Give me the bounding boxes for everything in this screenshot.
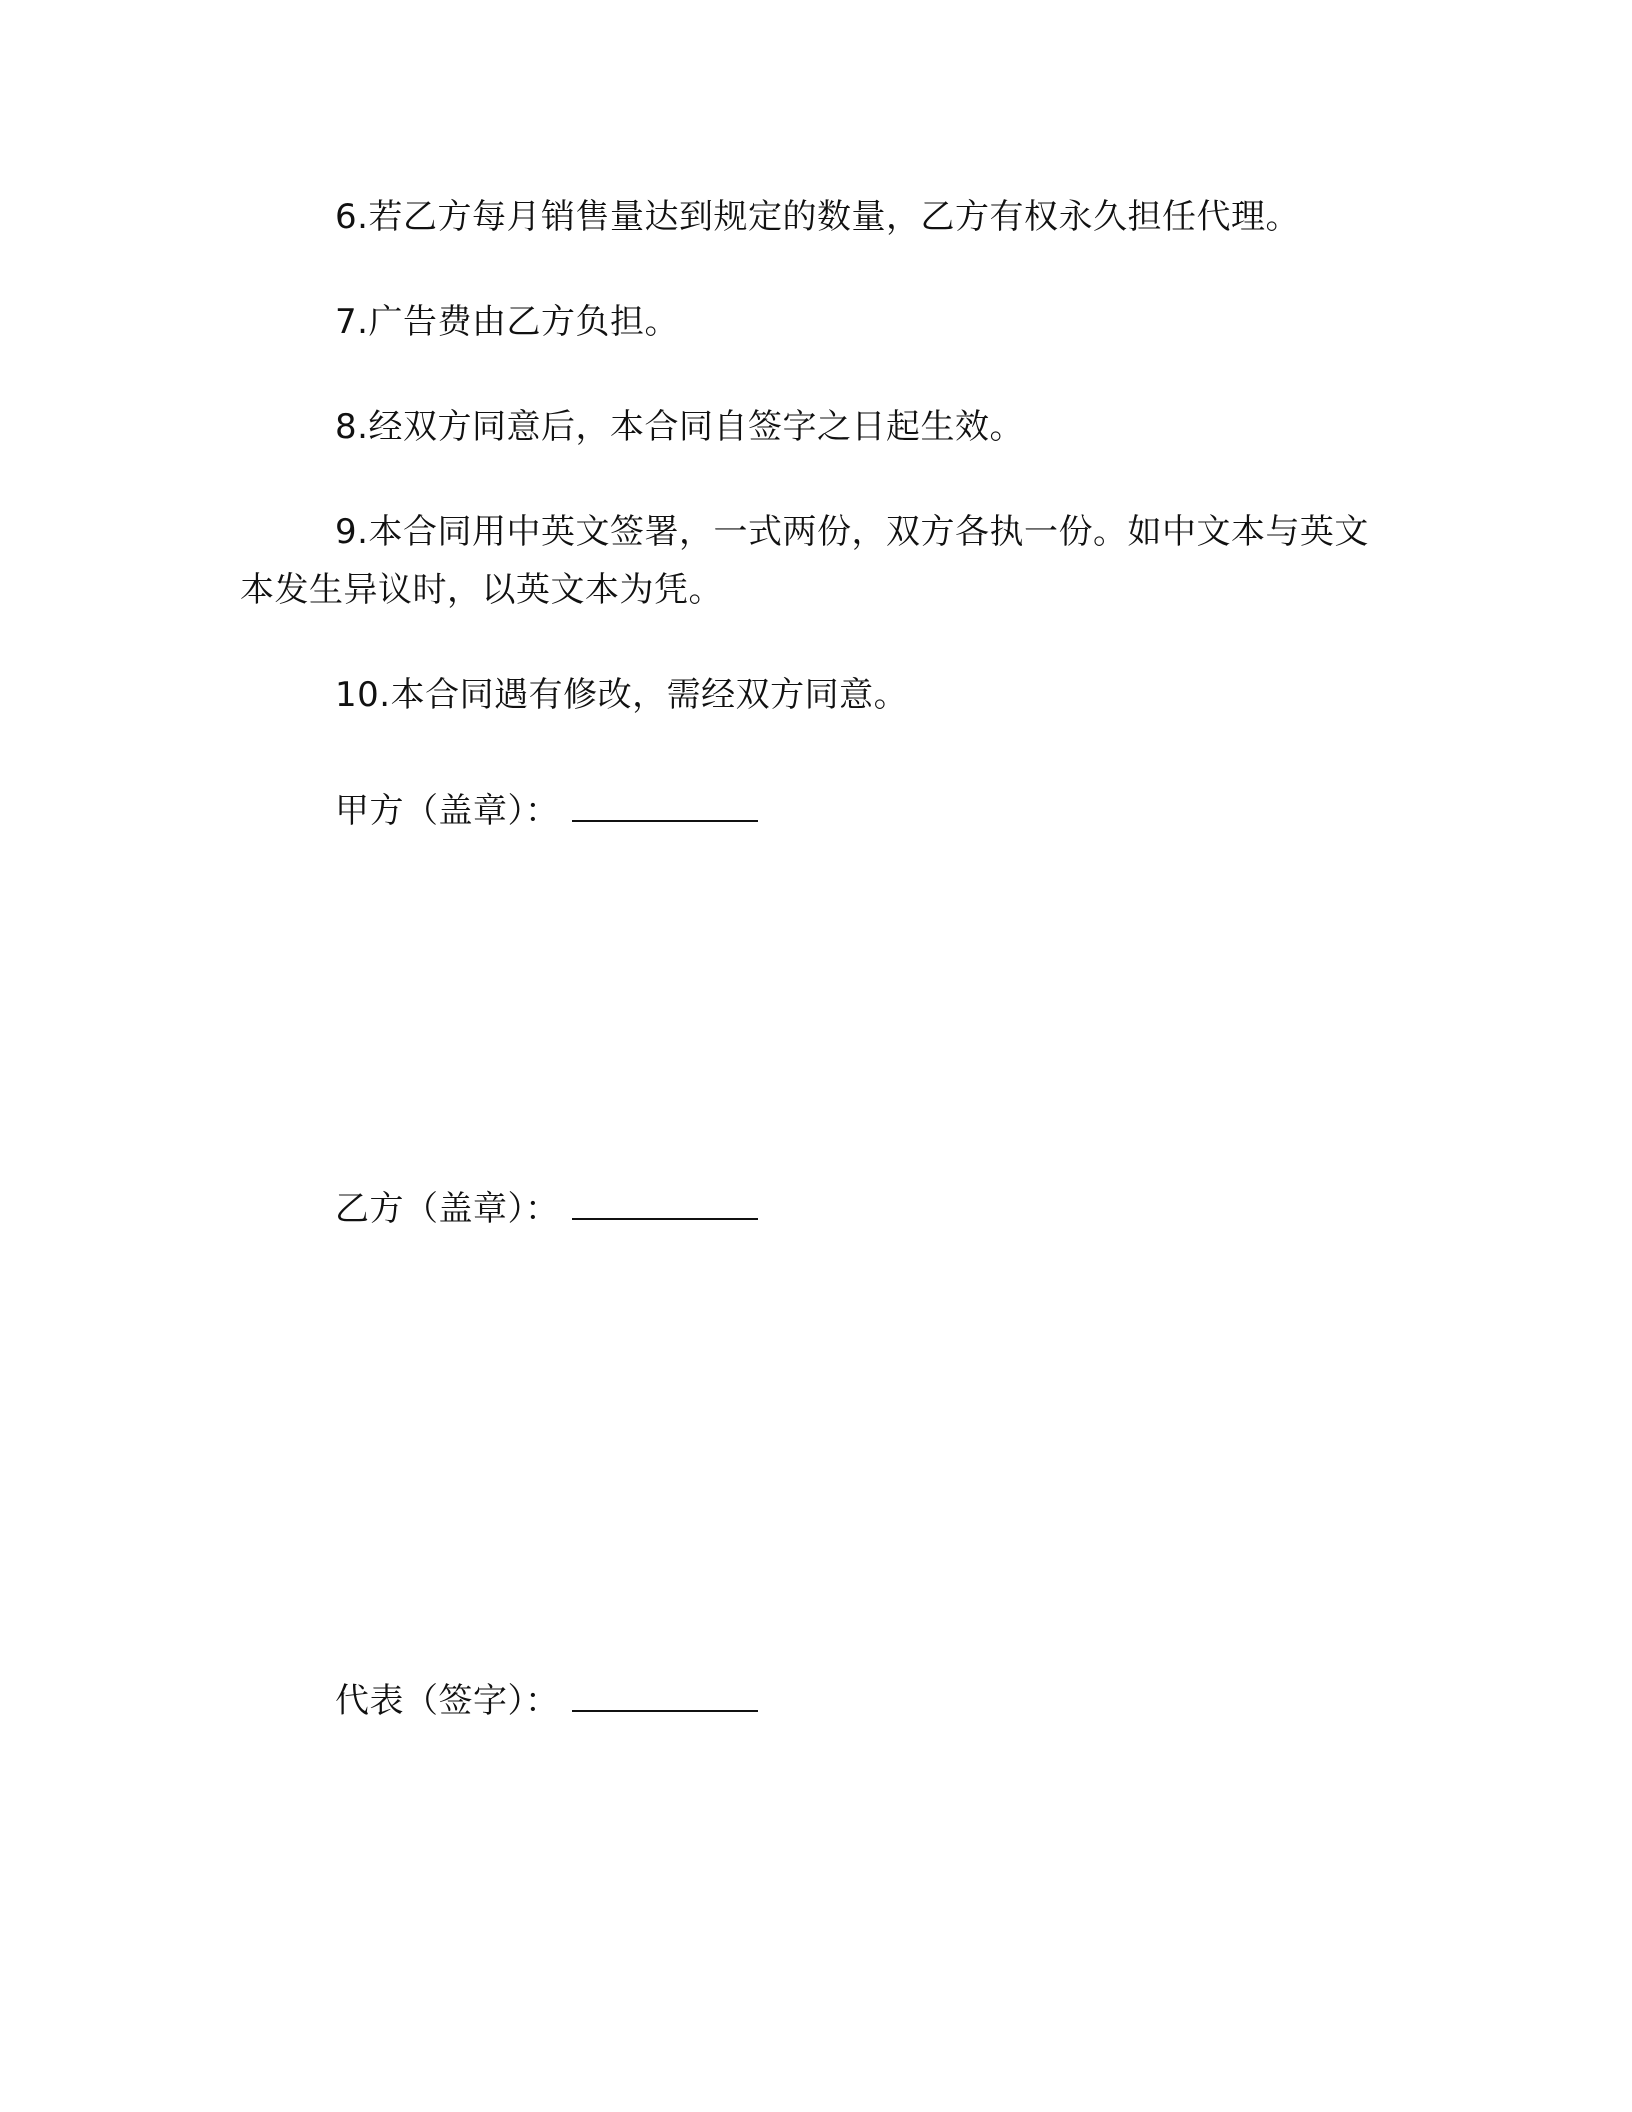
party-b-blank [572,1182,758,1220]
contract-clauses [240,188,1370,771]
clause-10: 10.本合同遇有修改，需经双方同意。 [335,675,909,715]
clause-8: 8.经双方同意后，本合同自签字之日起生效。 [335,407,1024,447]
party-a-label: 甲方（盖章）： [335,791,560,831]
party-b-signature-line [335,1180,758,1238]
party-a-signature-line [335,782,758,840]
party-a-blank [572,784,758,822]
representative-label: 代表（签字）： [335,1681,560,1721]
representative-signature-line [335,1672,758,1730]
clause-9: 9.本合同用中英文签署，一式两份，双方各执一份。如中文本与英文本发生异议时，以英文本为凭。 [240,512,1369,610]
clause-6: 6.若乙方每月销售量达到规定的数量，乙方有权永久担任代理。 [335,197,1300,237]
clause-7: 7.广告费由乙方负担。 [335,302,679,342]
representative-blank [572,1674,758,1712]
party-b-label: 乙方（盖章）： [335,1189,560,1229]
